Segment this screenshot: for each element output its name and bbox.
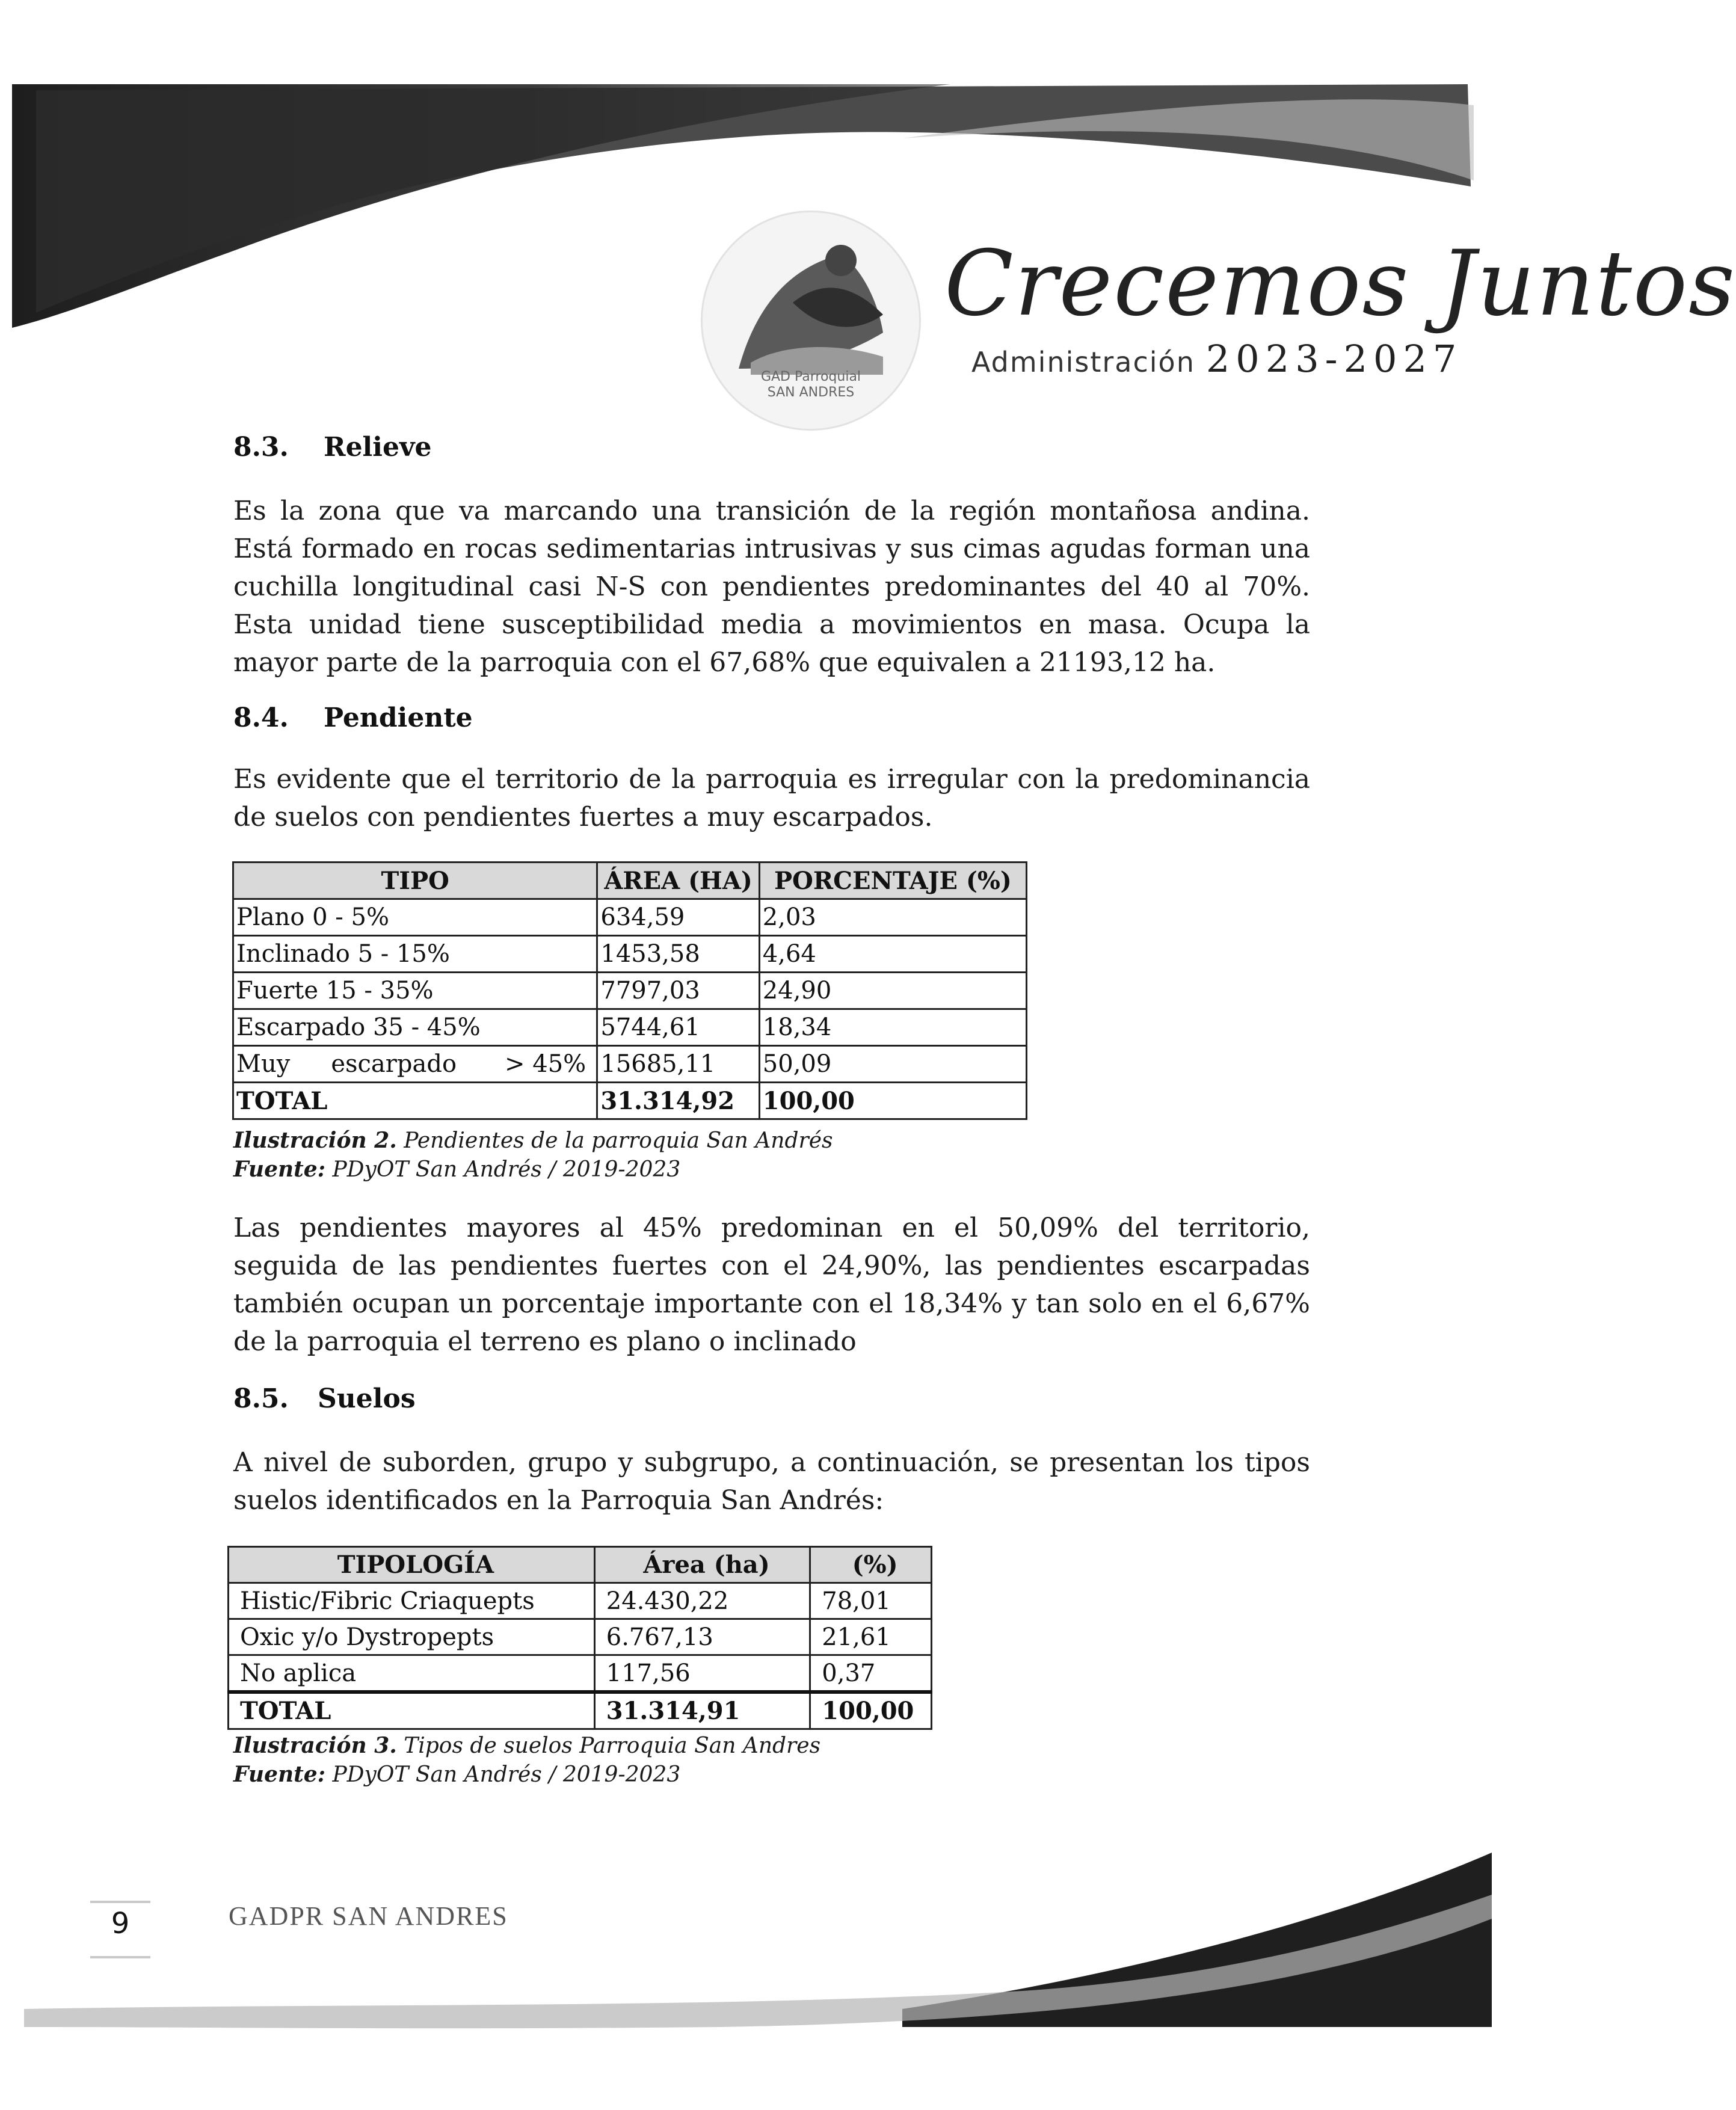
table-cell: 117,56 (594, 1655, 810, 1693)
column-header: TIPO (233, 863, 597, 899)
source-text: PDyOT San Andrés / 2019-2023 (332, 1157, 681, 1182)
caption-text: Tipos de suelos Parroquia San Andres (404, 1733, 821, 1758)
column-header: TIPOLOGÍA (229, 1547, 595, 1583)
table-row (233, 899, 1027, 936)
source-label: Fuente: (233, 1762, 325, 1787)
table-row (233, 1046, 1027, 1083)
column-header: (%) (810, 1547, 932, 1583)
administration-label: Administración (971, 346, 1195, 378)
paragraph-suelos: A nivel de suborden, grupo y subgrupo, a continuación, se presentan los tipos suelos identificados en la Parroquia San Andrés: (233, 1447, 1310, 1516)
table-row (233, 973, 1027, 1009)
label-escarpado: escarpado (331, 1050, 457, 1078)
table-total-row (229, 1692, 932, 1729)
table-cell: TOTAL (229, 1692, 595, 1729)
figure-caption (233, 1126, 833, 1155)
caption-label: Ilustración 2. (233, 1128, 397, 1153)
section-heading-suelos (233, 1383, 416, 1414)
table-cell: 1453,58 (597, 936, 759, 973)
table-cell: Inclinado 5 - 15% (233, 936, 597, 973)
table-cell: 4,64 (759, 936, 1026, 973)
logo-caption-line1: GAD Parroquial (760, 369, 861, 384)
table-row (229, 1655, 932, 1693)
table-cell: Histic/Fibric Criaquepts (229, 1583, 595, 1619)
soil-types-table (227, 1546, 932, 1730)
table-cell: 78,01 (810, 1583, 932, 1619)
table-cell: 21,61 (810, 1619, 932, 1655)
table-cell: TOTAL (233, 1083, 597, 1119)
label-range: > 45% (505, 1050, 586, 1078)
table-cell: 100,00 (810, 1692, 932, 1729)
footer-organization: GADPR SAN ANDRES (229, 1901, 508, 1931)
table-row (233, 1009, 1027, 1046)
page-number: 9 (111, 1907, 130, 1940)
source-label: Fuente: (233, 1157, 325, 1182)
table-header-row (233, 863, 1027, 899)
table-cell: No aplica (229, 1655, 595, 1693)
logo-caption-line2: SAN ANDRES (767, 385, 855, 400)
column-header: PORCENTAJE (%) (759, 863, 1026, 899)
table-cell: 100,00 (759, 1083, 1026, 1119)
table-cell: Oxic y/o Dystropepts (229, 1619, 595, 1655)
label-muy: Muy (236, 1050, 291, 1078)
table-cell: 0,37 (810, 1655, 932, 1693)
administration-years: 2023-2027 (1205, 337, 1463, 381)
table-total-row (233, 1083, 1027, 1119)
table-header-row (229, 1547, 932, 1583)
table-cell: 18,34 (759, 1009, 1026, 1046)
motto-title: Crecemos Juntos (944, 232, 1736, 336)
table-cell: 31.314,91 (594, 1692, 810, 1729)
table-cell: Escarpado 35 - 45% (233, 1009, 597, 1046)
section-title: Pendiente (324, 703, 473, 733)
figure-caption (233, 1731, 820, 1761)
figure-source (233, 1760, 680, 1789)
table-row (229, 1619, 932, 1655)
table-cell: 50,09 (759, 1046, 1026, 1083)
table-cell: 31.314,92 (597, 1083, 759, 1119)
source-text: PDyOT San Andrés / 2019-2023 (332, 1762, 681, 1787)
administration-line (971, 337, 1462, 381)
column-header: ÁREA (HA) (597, 863, 759, 899)
table-cell: 24,90 (759, 973, 1026, 1009)
parish-logo (701, 211, 921, 431)
table-row (233, 936, 1027, 973)
section-number: 8.3. (233, 432, 289, 463)
section-number: 8.5. (233, 1383, 289, 1414)
table-cell: Fuerte 15 - 35% (233, 973, 597, 1009)
table-row (229, 1583, 932, 1619)
table-cell-muy-escarpado (233, 1046, 597, 1083)
section-number: 8.4. (233, 703, 289, 733)
table-cell: Plano 0 - 5% (233, 899, 597, 936)
slope-table (232, 861, 1027, 1120)
table-cell: 5744,61 (597, 1009, 759, 1046)
paragraph-pendiente-analysis: Las pendientes mayores al 45% predominan en el 50,09% del territorio, seguida de las pendientes fuertes con el 24,90%, las pendientes escarpadas también ocupan un porcentaje importante con el 18,34% y tan solo en el 6,67% de la parroquia el terreno es plano o inclinado (233, 1213, 1310, 1357)
footer-swoosh-decoration (0, 1829, 1492, 2110)
paragraph-pendiente: Es evidente que el territorio de la parroquia es irregular con la predominancia de suelos con pendientes fuertes a muy escarpados. (233, 764, 1310, 832)
column-header: Área (ha) (594, 1547, 810, 1583)
section-title: Relieve (324, 432, 432, 463)
table-cell: 24.430,22 (594, 1583, 810, 1619)
section-heading-pendiente (233, 703, 473, 733)
table-cell: 2,03 (759, 899, 1026, 936)
figure-source (233, 1155, 680, 1184)
table-cell: 7797,03 (597, 973, 759, 1009)
paragraph-relieve: Es la zona que va marcando una transición de la región montañosa andina. Está formado en rocas sedimentarias intrusivas y sus cimas agudas forman una cuchilla longitudinal casi N-S con pendientes predominantes del 40 al 70%. Esta unidad tiene susceptibilidad media a movimientos en masa. Ocupa la mayor parte de la parroquia con el 67,68% que equivalen a 21193,12 ha. (233, 496, 1310, 678)
section-title: Suelos (318, 1383, 416, 1414)
table-cell: 15685,11 (597, 1046, 759, 1083)
caption-label: Ilustración 3. (233, 1733, 397, 1758)
table-cell: 634,59 (597, 899, 759, 936)
table-cell: 6.767,13 (594, 1619, 810, 1655)
section-heading-relieve (233, 432, 432, 463)
caption-text: Pendientes de la parroquia San Andrés (404, 1128, 833, 1153)
